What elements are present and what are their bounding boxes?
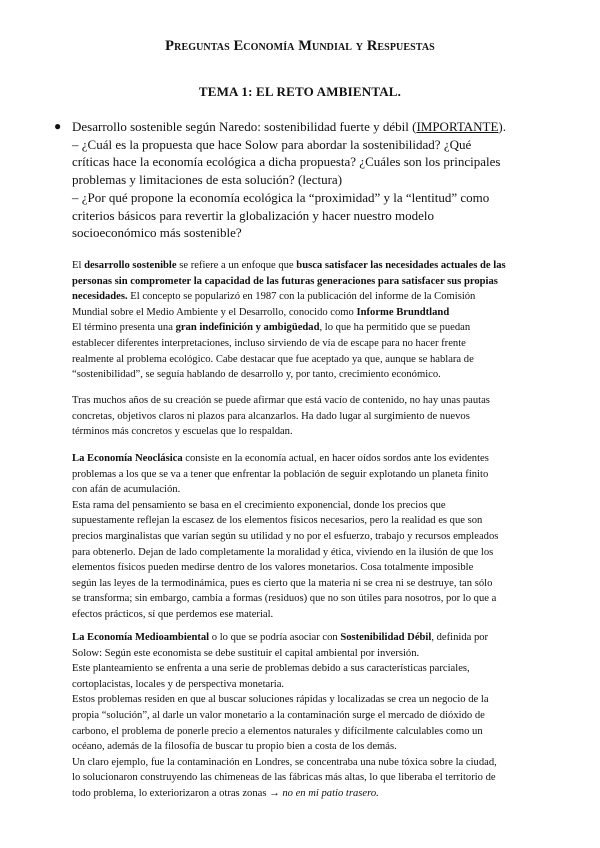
text-line: carbono, el problema de ponerle precio a elementos naturales y difícilmente calculables como un <box>72 725 483 737</box>
question-bullet <box>54 118 562 242</box>
text-line: Estos problemas residen en que al buscar soluciones rápidas y localizadas se crea un negocio de la <box>72 694 489 706</box>
text-line: se transforma; sin embargo, cambia a formas (residuos) que no son útiles para nosotros, por lo que a <box>72 593 497 605</box>
text-line: necesidades. El concepto se popularizó en 1987 con la publicación del informe de la Comisión <box>72 291 476 303</box>
question-line: Desarrollo sostenible según Naredo: sostenibilidad fuerte y débil (IMPORTANTE). <box>72 119 506 134</box>
text-line: establecer diferentes interpretaciones, incluso sirviendo de vía de escape para no hacer frente <box>72 337 466 349</box>
text-line: precios marginalistas que varían según su utilidad y no por el esfuerzo, trabajo y recursos empleados <box>72 530 499 542</box>
text-line: Solow: Según este economista se debe sustituir el capital ambiental por inversión. <box>72 647 420 659</box>
text-line: para obtenerlo. Dejan de lado completamente la moralidad y ética, viviendo en la ilusión de que los <box>72 546 494 558</box>
text-line: problemas a los que se va a tener que enfrentar la población de seguir explotando un planeta finito <box>72 468 489 480</box>
text-line: La Economía Medioambiental o lo que se podría asociar con Sostenibilidad Débil, definida por <box>72 632 489 643</box>
important-label: IMPORTANTE <box>416 119 499 134</box>
text-line: todo problema, lo exteriorizaron a otras zonas → no en mi patio trasero. <box>72 787 379 799</box>
text-line: efectos prácticos, sí que perdemos ese material. <box>72 608 274 620</box>
paragraph-desarrollo-sostenible <box>72 258 562 383</box>
text-line: con afán de acumulación. <box>72 484 181 496</box>
paragraph-vacio-contenido <box>72 393 562 440</box>
text-line: océano, además de la filosofía de buscar tu propio bien a costa de los demás. <box>72 741 397 753</box>
text-line: Mundial sobre el Medio Ambiente y el Desarrollo, conocido como Informe Brundtland <box>72 306 450 318</box>
text-line: elementos físicos pueden medirse dentro de los valores monetarios. Cosa totalmente imposible <box>72 562 474 574</box>
question-line: socioeconómico más sostenible? <box>72 225 242 241</box>
question-line: problemas y limitaciones de esta solución? (lectura) <box>72 172 343 188</box>
text-line: supuestamente reflejan la escasez de los elementos físicos necesarios, pero la realidad es que son <box>72 515 483 527</box>
text-line: cortoplacistas, locales y de perspectiva monetaria. <box>72 678 285 690</box>
text-line: “sostenibilidad”, se seguía hablando de desarrollo y, por tanto, crecimiento económico. <box>72 369 441 381</box>
text-line: propia “solución”, al darle un valor monetario a la contaminación surge el mercado de dióxido de <box>72 709 485 721</box>
text-line: según las leyes de la termodinámica, pues es cierto que la materia ni se crea ni se destruye, tan sólo <box>72 577 493 589</box>
text-line: términos más concretos y escuelas que lo respaldan. <box>72 426 293 438</box>
text-line: concretas, objetivos claros ni plazos para alcanzarlos. Ha dado lugar al surgimiento de nuevos <box>72 410 470 422</box>
text-line: Esta rama del pensamiento se basa en el crecimiento exponencial, donde los precios que <box>72 499 446 511</box>
text-line: personas sin comprometer la capacidad de las futuras generaciones para satisfacer sus propias <box>72 275 498 287</box>
text-line: La Economía Neoclásica consiste en la economía actual, en hacer oídos sordos ante los evidentes <box>72 453 489 464</box>
question-line: – ¿Cuál es la propuesta que hace Solow para abordar la sostenibilidad? ¿Qué <box>72 136 472 152</box>
document-title: Preguntas Economía Mundial y Respuestas <box>165 38 435 54</box>
text-line: Un claro ejemplo, fue la contaminación en Londres, se concentraba una nube tóxica sobre la ciudad, <box>72 756 497 768</box>
question-line: – ¿Por qué propone la economía ecológica la “proximidad” y la “lentitud” como <box>72 189 490 205</box>
topic-heading: TEMA 1: EL RETO AMBIENTAL. <box>198 84 402 99</box>
question-line: críticas hace la economía ecológica a dicha propuesta? ¿Cuáles son los principales <box>72 154 501 170</box>
text-line: Tras muchos años de su creación se puede afirmar que está vacío de contenido, no hay unas pautas <box>72 395 490 406</box>
paragraph-economia-medioambiental <box>72 630 562 802</box>
text-line: El desarrollo sostenible se refiere a un enfoque que busca satisfacer las necesidades actuales de las <box>72 260 506 271</box>
text-line: realmente al problema ecológico. Cabe destacar que fue aceptado ya que, aunque se hablara de <box>72 353 474 365</box>
text-line: lo solucionaron construyendo las chimeneas de las fábricas más altas, lo que liberaba el territorio de <box>72 772 496 784</box>
bullet-dot-icon: ● <box>54 119 62 133</box>
text-line: El término presenta una gran indefinición y ambigüedad, lo que ha permitido que se puedan <box>72 322 471 334</box>
paragraph-economia-neoclasica <box>72 451 562 623</box>
question-line: criterios básicos para revertir la globalización y hacer nuestro modelo <box>72 207 435 223</box>
text-line: Este planteamiento se enfrenta a una serie de problemas debido a sus características parciales, <box>72 663 470 675</box>
